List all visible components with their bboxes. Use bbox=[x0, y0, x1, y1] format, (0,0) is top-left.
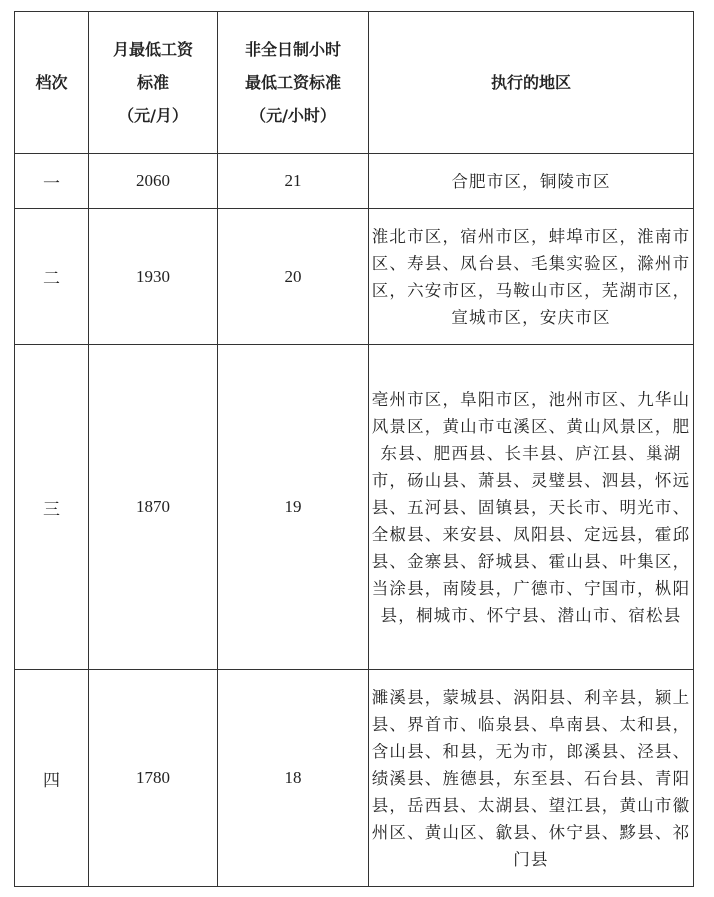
hourly-wage-cell: 18 bbox=[218, 670, 369, 887]
minimum-wage-table bbox=[14, 11, 694, 887]
hourly-wage-cell: 21 bbox=[218, 154, 369, 209]
monthly-wage-cell: 1870 bbox=[89, 345, 218, 670]
monthly-wage-cell: 2060 bbox=[89, 154, 218, 209]
regions-cell: 合肥市区，铜陵市区 bbox=[369, 154, 694, 209]
tier-cell: 一 bbox=[15, 154, 89, 209]
header-monthly-standard bbox=[89, 12, 218, 154]
tier-cell: 三 bbox=[15, 345, 89, 670]
header-hourly-line-3: （元/小时） bbox=[250, 106, 336, 125]
monthly-wage-cell: 1930 bbox=[89, 209, 218, 345]
regions-cell: 淮北市区，宿州市区，蚌埠市区，淮南市区、寿县、凤台县、毛集实验区，滁州市区，六安市区，马鞍山市区，芜湖市区，宣城市区，安庆市区 bbox=[369, 209, 694, 345]
monthly-wage-cell: 1780 bbox=[89, 670, 218, 887]
tier-cell: 二 bbox=[15, 209, 89, 345]
header-monthly-line-1: 月最低工资 bbox=[112, 40, 193, 59]
tier-cell: 四 bbox=[15, 670, 89, 887]
table-row bbox=[15, 154, 694, 209]
table-row bbox=[15, 670, 694, 887]
header-monthly-line-2: 标准 bbox=[136, 73, 169, 92]
header-hourly-line-1: 非全日制小时 bbox=[244, 40, 341, 59]
header-regions: 执行的地区 bbox=[369, 12, 694, 154]
header-monthly-line-3: （元/月） bbox=[118, 106, 188, 125]
hourly-wage-cell: 19 bbox=[218, 345, 369, 670]
table-row bbox=[15, 345, 694, 670]
table-header-row bbox=[15, 12, 694, 154]
regions-cell: 亳州市区，阜阳市区，池州市区、九华山风景区，黄山市屯溪区、黄山风景区，肥东县、肥西县、长丰县、庐江县、巢湖市，砀山县、萧县、灵璧县、泗县，怀远县、五河县、固镇县，天长市、明光市、全椒县、来安县、凤阳县、定远县，霍邱县、金寨县、舒城县、霍山县、叶集区，当涂县，南陵县，广德市、宁国市，枞阳县，桐城市、怀宁县、潜山市、宿松县 bbox=[369, 345, 694, 670]
header-hourly-standard bbox=[218, 12, 369, 154]
table-row bbox=[15, 209, 694, 345]
hourly-wage-cell: 20 bbox=[218, 209, 369, 345]
header-hourly-line-2: 最低工资标准 bbox=[244, 73, 341, 92]
header-tier: 档次 bbox=[15, 12, 89, 154]
regions-cell: 濉溪县，蒙城县、涡阳县、利辛县，颍上县、界首市、临泉县、阜南县、太和县，含山县、和县，无为市，郎溪县、泾县、绩溪县、旌德县，东至县、石台县、青阳县，岳西县、太湖县、望江县，黄山市徽州区、黄山区、歙县、休宁县、黟县、祁门县 bbox=[369, 670, 694, 887]
